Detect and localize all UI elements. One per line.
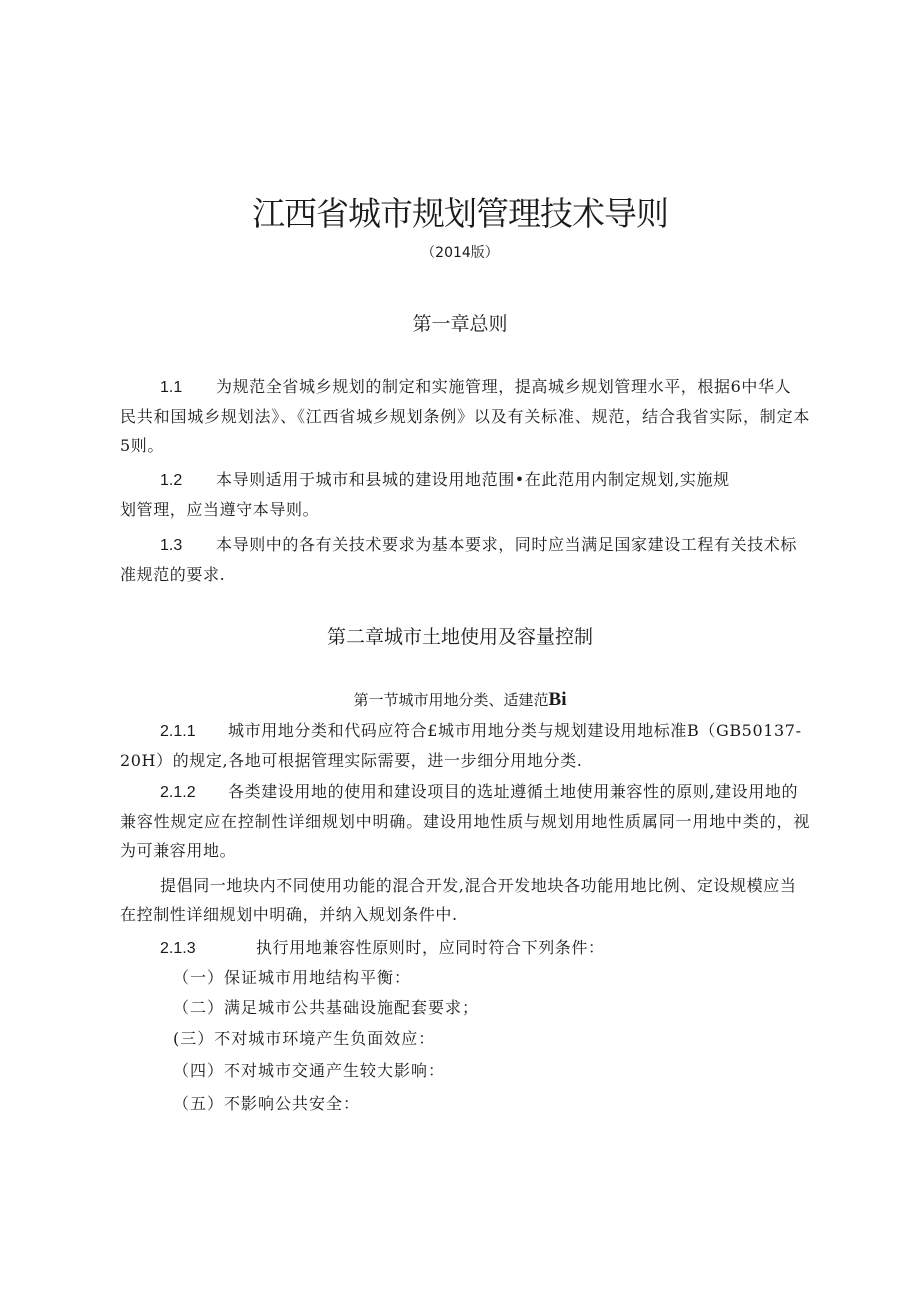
clause-text-continued: 划管理，应当遵守本导则。 <box>120 500 320 519</box>
section-heading-text: 第一节城市用地分类、适建范 <box>353 691 549 709</box>
clause-1-3 <box>120 530 810 589</box>
clause-number: 2.1.3 <box>160 940 196 957</box>
clause-number: 2.1.1 <box>160 723 196 740</box>
clause-text: 为规范全省城乡规划的制定和实施管理，提高城乡规划管理水平，根据6中华人 <box>216 377 792 396</box>
condition-item: （五）不影响公共安全： <box>173 1094 361 1113</box>
condition-item: （一）保证城市用地结构平衡： <box>173 968 412 987</box>
paragraph-text: 提倡同一地块内不同使用功能的混合开发,混合开发地块各功能用地比例、定设规模应当 <box>160 876 797 895</box>
clause-1-2 <box>120 465 810 524</box>
document-edition: （2014版） <box>421 245 499 261</box>
clause-number: 2.1.2 <box>160 784 196 801</box>
clause-text: 各类建设用地的使用和建设项目的选址遵循土地使用兼容性的原则,建设用地的 <box>228 782 799 801</box>
clause-number: 1.1 <box>160 379 183 396</box>
clause-1-1 <box>120 372 810 460</box>
clause-text-continued: 20H）的规定,各地可根据管理实际需要，进一步细分用地分类. <box>120 751 583 770</box>
chapter-1-heading: 第一章总则 <box>412 313 508 335</box>
condition-item: （四）不对城市交通产生较大影响： <box>173 1061 446 1080</box>
clause-text: 执行用地兼容性原则时，应同时符合下列条件： <box>256 938 605 957</box>
document-title: 江西省城市规划管理技术导则 <box>252 194 668 233</box>
clause-2-1-2 <box>120 777 810 865</box>
clause-text-continued: 准规范的要求. <box>120 565 226 584</box>
clause-number: 1.2 <box>160 472 183 489</box>
chapter-2-heading: 第二章城市土地使用及容量控制 <box>326 626 593 648</box>
paragraph-text-continued: 在控制性详细规划中明确，并纳入规划条件中. <box>120 905 458 924</box>
section-1-heading <box>0 688 920 712</box>
condition-item: (三）不对城市环境产生负面效应： <box>173 1029 436 1048</box>
section-heading-suffix: Bi <box>548 689 567 710</box>
clause-text-continued: 兼容性规定应在控制性详细规划中明确。建设用地性质与规划用地性质属同一用地中类的，视为可兼容用地。 <box>120 812 810 860</box>
clause-text: 本导则中的各有关技术要求为基本要求，同时应当满足国家建设工程有关技术标 <box>216 535 798 554</box>
clause-2-1-3 <box>120 933 810 963</box>
condition-item: （二）满足城市公共基础设施配套要求； <box>173 998 480 1017</box>
clause-number: 1.3 <box>160 537 183 554</box>
clause-2-1-1 <box>120 716 810 775</box>
mixed-development-paragraph <box>120 871 810 929</box>
clause-text-continued: 民共和国城乡规划法》、《江西省城乡规划条例》以及有关标准、规范，结合我省实际，制定本5则。 <box>120 407 810 455</box>
clause-text: 城市用地分类和代码应符合£城市用地分类与规划建设用地标准B（GB50137- <box>228 721 802 740</box>
clause-text: 本导则适用于城市和县城的建设用地范围•在此范用内制定规划,实施规 <box>216 470 730 489</box>
